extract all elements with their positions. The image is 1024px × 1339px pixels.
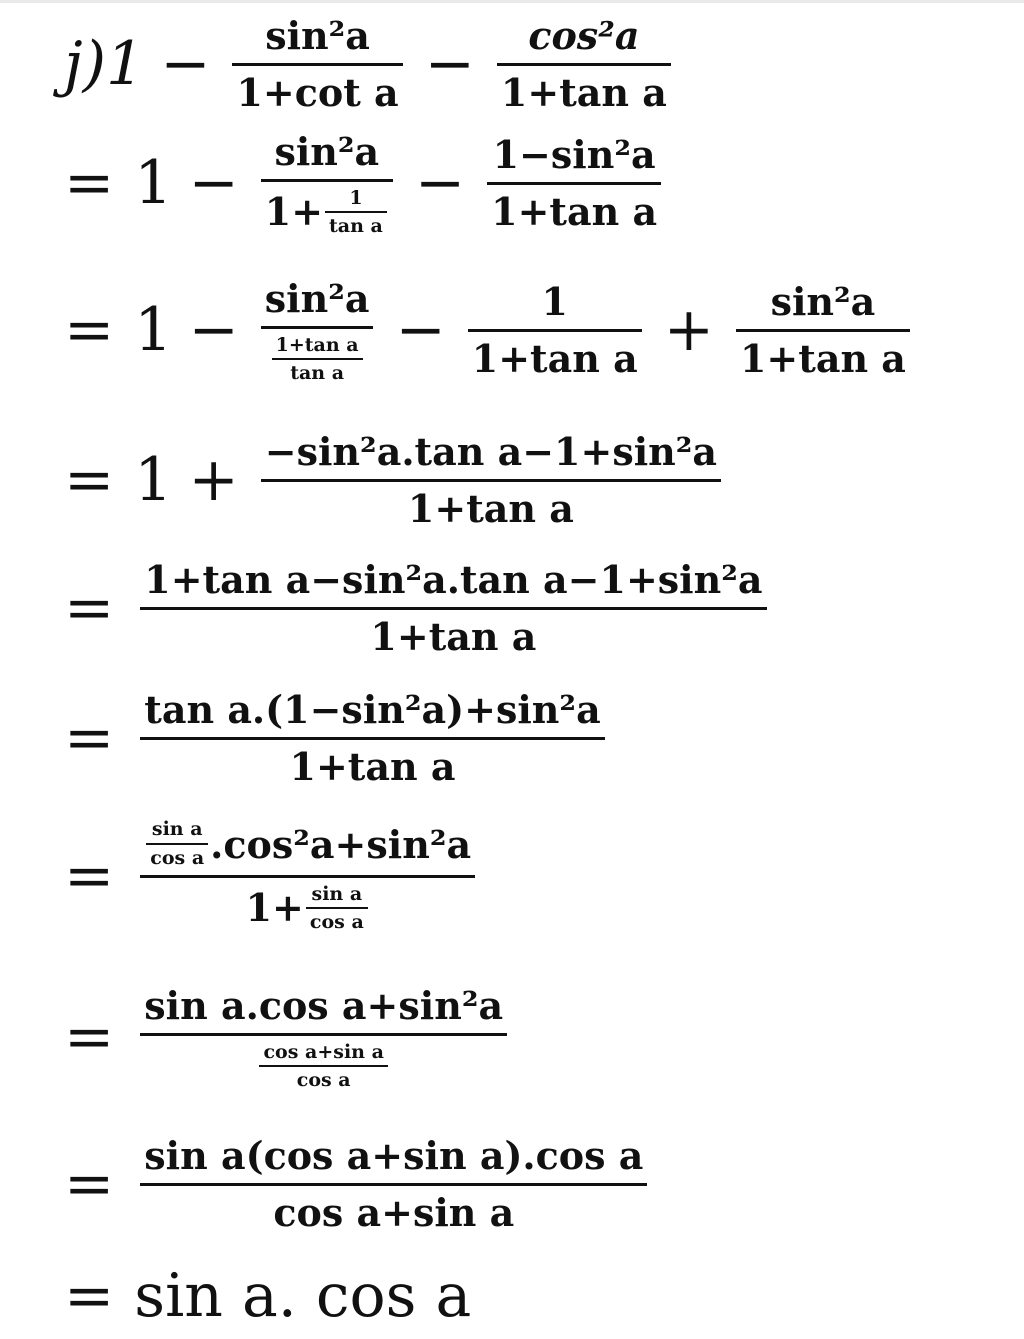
numerator — [140, 818, 475, 872]
denominator: 1+tan a — [500, 69, 667, 115]
minus-sign: − — [188, 148, 239, 219]
fraction — [487, 131, 661, 235]
nested-numerator: 1+tan a — [275, 333, 359, 356]
fraction-bar — [140, 737, 604, 740]
denominator — [266, 332, 369, 386]
fraction — [497, 12, 671, 116]
fraction-bar — [140, 607, 766, 610]
fraction — [140, 818, 475, 934]
numerator: −sin²a.tan a−1+sin²a — [264, 429, 718, 474]
denominator — [242, 881, 374, 935]
fraction-bar — [261, 326, 374, 329]
denominator: 1+tan a — [370, 613, 537, 659]
equals-sign: = — [64, 1261, 115, 1331]
minus-sign: − — [188, 295, 239, 366]
fraction — [140, 1132, 647, 1236]
fraction-bar — [497, 63, 671, 66]
equation-line-9 — [64, 1132, 653, 1236]
term-one: 1 — [134, 295, 173, 366]
nested-fraction-bar — [306, 907, 368, 909]
nested-fraction — [325, 187, 387, 239]
nested-numerator: sin a — [151, 818, 203, 840]
equals-sign: = — [64, 841, 115, 912]
nested-numerator: cos a+sin a — [263, 1040, 384, 1063]
denominator: 1+cot a — [236, 69, 399, 115]
denominator-prefix: 1+ — [264, 188, 324, 234]
fraction-bar — [140, 1033, 507, 1036]
denominator: 1+tan a — [407, 485, 574, 531]
plus-sign: + — [663, 295, 714, 366]
fraction-bar — [736, 329, 910, 332]
numerator-suffix: .cos²a+sin²a — [210, 822, 472, 868]
fraction — [140, 686, 604, 790]
top-divider — [0, 0, 1024, 3]
nested-fraction-bar — [146, 843, 208, 845]
numerator: sin²a — [274, 129, 380, 174]
equals-sign: = — [64, 573, 115, 643]
fraction — [232, 12, 402, 116]
numerator: sin a.cos a+sin²a — [144, 983, 504, 1028]
equation-line-5 — [64, 556, 773, 660]
fraction — [140, 982, 507, 1092]
equals-sign: = — [64, 703, 115, 773]
denominator: 1+tan a — [471, 335, 638, 381]
nested-fraction-bar — [272, 358, 363, 360]
equation-line-8 — [64, 982, 513, 1092]
nested-denominator: cos a — [309, 911, 364, 934]
numerator: sin²a — [770, 279, 876, 325]
minus-sign: − — [414, 148, 466, 219]
numerator: tan a.(1−sin²a)+sin²a — [144, 687, 601, 732]
fraction-bar — [140, 1183, 647, 1186]
nested-fraction-bar — [325, 211, 387, 213]
fraction-bar — [140, 875, 475, 878]
equals-sign: = — [64, 1149, 115, 1219]
numerator: sin a(cos a+sin a).cos a — [144, 1133, 644, 1178]
plus-sign: + — [188, 445, 239, 515]
equals-sign: = — [64, 1002, 115, 1073]
equals-sign: = — [64, 148, 115, 219]
equation-line-4 — [64, 428, 727, 532]
nested-fraction — [259, 1041, 387, 1093]
fraction — [736, 278, 910, 382]
numerator: sin²a — [264, 276, 370, 321]
fraction-bar — [232, 63, 402, 66]
minus-sign: − — [160, 29, 211, 99]
equals-sign: = — [64, 295, 115, 366]
fraction-bar — [487, 182, 661, 185]
fraction — [261, 275, 374, 385]
fraction-bar — [261, 179, 393, 182]
equation-line-1 — [64, 12, 677, 116]
minus-sign: − — [424, 29, 475, 99]
fraction — [261, 128, 393, 238]
denominator: 1+tan a — [739, 335, 906, 381]
nested-denominator: tan a — [329, 215, 383, 238]
nested-fraction — [306, 883, 368, 935]
term-one: 1 — [134, 148, 173, 219]
nested-fraction-bar — [259, 1065, 387, 1067]
fraction — [261, 428, 721, 532]
minus-sign: − — [395, 295, 446, 366]
nested-fraction — [272, 334, 363, 386]
numerator: 1−sin²a — [492, 132, 656, 178]
nested-denominator: tan a — [290, 362, 345, 385]
term-one: 1 — [134, 445, 173, 515]
numerator: cos²a — [528, 13, 640, 58]
numerator: sin²a — [265, 13, 370, 58]
fraction — [468, 278, 642, 382]
denominator — [261, 185, 393, 239]
numerator: 1 — [541, 279, 568, 325]
final-result: sin a. cos a — [134, 1261, 472, 1331]
equation-line-6 — [64, 686, 611, 790]
nested-denominator: cos a — [296, 1069, 351, 1092]
fraction-bar — [468, 329, 642, 332]
denominator-prefix: 1+ — [245, 884, 304, 930]
equation-line-7 — [64, 818, 481, 934]
denominator: 1+tan a — [491, 188, 658, 234]
problem-label: j)1 — [64, 29, 145, 99]
fraction-bar — [261, 479, 721, 482]
nested-numerator: sin a — [311, 882, 363, 905]
denominator: 1+tan a — [289, 743, 456, 789]
denominator — [253, 1039, 393, 1093]
nested-fraction — [146, 818, 208, 870]
equals-sign: = — [64, 445, 115, 515]
equation-line-2 — [64, 128, 667, 238]
nested-numerator: 1 — [349, 186, 363, 209]
fraction — [140, 556, 766, 660]
equation-line-3 — [64, 275, 916, 385]
nested-denominator: cos a — [150, 846, 205, 869]
numerator: 1+tan a−sin²a.tan a−1+sin²a — [144, 557, 763, 602]
denominator: cos a+sin a — [273, 1189, 515, 1235]
equation-line-10 — [64, 1261, 472, 1331]
